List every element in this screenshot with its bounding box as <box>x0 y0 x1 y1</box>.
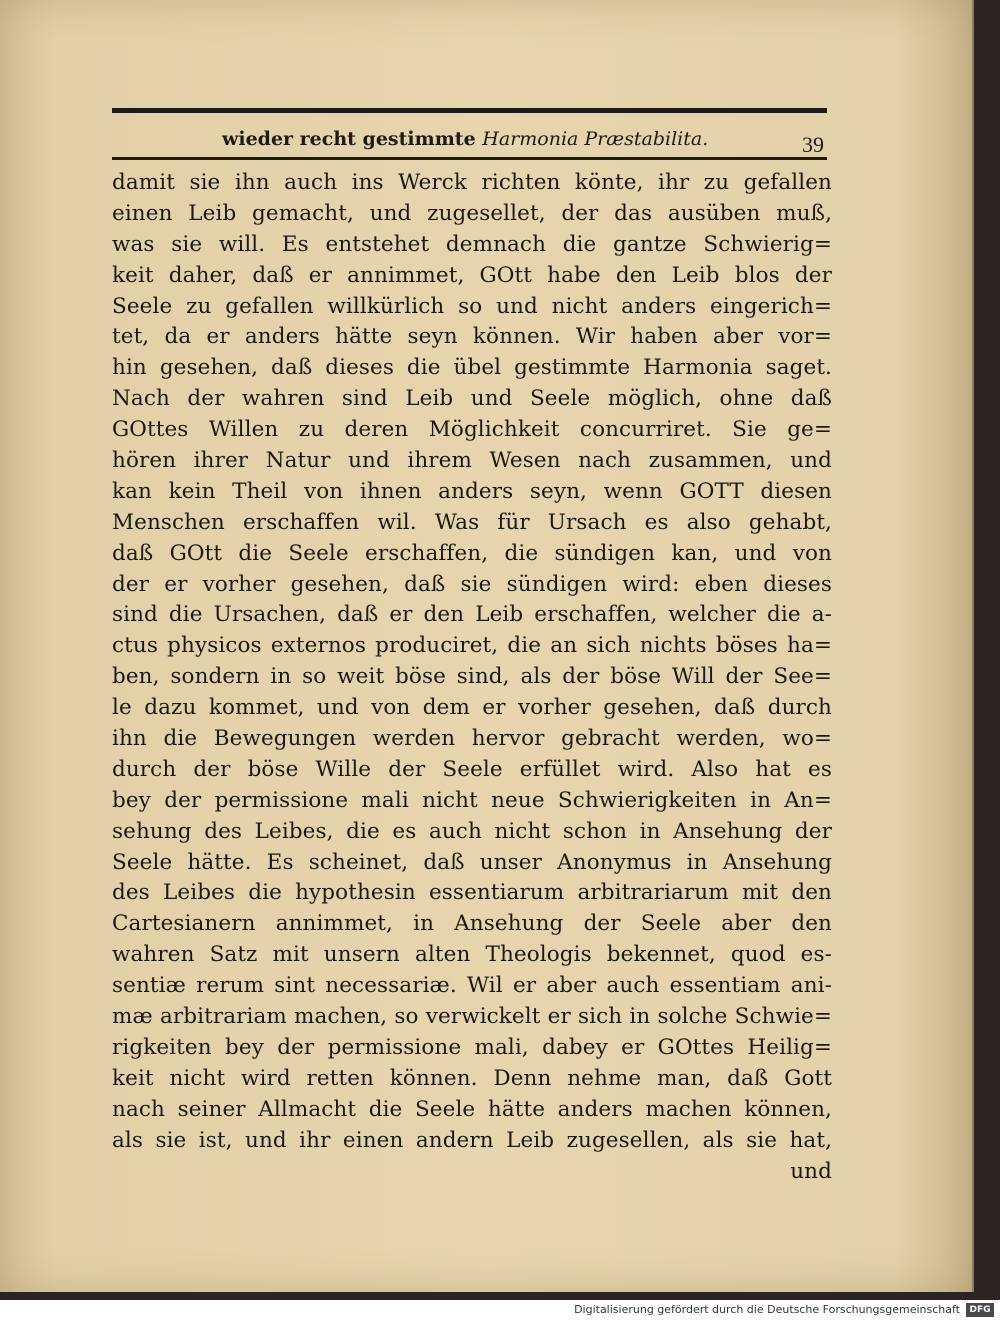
digitization-footer <box>0 1300 1000 1321</box>
header-rule-top <box>112 108 827 113</box>
text-line: als sie ist, und ihr einen andern Leib zugesellen, als sie hat, <box>112 1127 832 1153</box>
body-text <box>112 168 832 1187</box>
text-line: daß GOtt die Seele erschaffen, die sündigen kan, und von <box>112 540 832 566</box>
page-number: 39 <box>802 132 824 157</box>
text-line: Seele zu gefallen willkürlich so und nicht anders eingerich= <box>112 293 832 319</box>
text-line: Menschen erschaffen wil. Was für Ursach es also gehabt, <box>112 509 832 535</box>
text-line: keit nicht wird retten können. Denn nehme man, daß Gott <box>112 1065 832 1091</box>
text-line: durch der böse Wille der Seele erfüllet wird. Also hat es <box>112 756 832 782</box>
running-head <box>222 128 708 150</box>
text-line: nach seiner Allmacht die Seele hätte anders machen können, <box>112 1096 832 1122</box>
text-line: ihn die Bewegungen werden hervor gebracht werden, wo= <box>112 726 832 752</box>
text-line: mæ arbitrariam machen, so verwickelt er sich in solche Schwie= <box>112 1004 832 1030</box>
text-line: der er vorher gesehen, daß sie sündigen wird: eben dieses <box>112 571 832 597</box>
text-line: was sie will. Es entstehet demnach die gantze Schwierig= <box>112 231 832 257</box>
text-line: einen Leib gemacht, und zugesellet, der das ausüben muß, <box>112 200 832 226</box>
text-line: tet, da er anders hätte seyn können. Wir haben aber vor= <box>112 324 832 350</box>
text-line: Cartesianern annimmet, in Ansehung der Seele aber den <box>112 911 832 937</box>
text-line: GOttes Willen zu deren Möglichkeit concurriret. Sie ge= <box>112 417 832 443</box>
running-head-german: wieder recht gestimmte <box>222 128 476 150</box>
text-line: sehung des Leibes, die es auch nicht schon in Ansehung der <box>112 818 832 844</box>
dfg-logo-icon: DFG <box>966 1303 994 1317</box>
header-rule-bottom <box>112 157 827 160</box>
text-line: sind die Ursachen, daß er den Leib erschaffen, welcher die a- <box>112 602 832 628</box>
text-line: damit sie ihn auch ins Werck richten könte, ihr zu gefallen <box>112 170 832 195</box>
text-line: ctus physicos externos produciret, die an sich nichts böses ha= <box>112 633 832 659</box>
text-line: keit daher, daß er annimmet, GOtt habe den Leib blos der <box>112 262 832 288</box>
text-line: bey der permissione mali nicht neue Schwierigkeiten in An= <box>112 787 832 813</box>
text-line: kan kein Theil von ihnen anders seyn, wenn GOTT diesen <box>112 478 832 504</box>
catchword: und <box>790 1158 832 1184</box>
text-line: des Leibes die hypothesin essentiarum arbitrariarum mit den <box>112 880 832 906</box>
text-line: le dazu kommet, und von dem er vorher gesehen, daß durch <box>112 695 832 721</box>
text-line: rigkeiten bey der permissione mali, dabey er GOttes Heilig= <box>112 1034 832 1060</box>
text-line: hören ihrer Natur und ihrem Wesen nach zusammen, und <box>112 448 832 474</box>
text-line: ben, sondern in so weit böse sind, als der böse Will der See= <box>112 664 832 690</box>
page-header <box>112 100 842 170</box>
text-line: Seele hätte. Es scheinet, daß unser Anonymus in Ansehung <box>112 849 832 875</box>
text-line: sentiæ rerum sint necessariæ. Wil er aber auch essentiam ani- <box>112 973 832 999</box>
running-head-latin: Harmonia Præstabilita. <box>482 128 709 150</box>
text-line: wahren Satz mit unsern alten Theologis bekennet, quod es- <box>112 942 832 968</box>
funding-credit: Digitalisierung gefördert durch die Deutsche Forschungsgemeinschaft <box>574 1303 960 1316</box>
text-line: Nach der wahren sind Leib und Seele möglich, ohne daß <box>112 386 832 412</box>
text-line: hin gesehen, daß dieses die übel gestimmte Harmonia saget. <box>112 355 832 381</box>
